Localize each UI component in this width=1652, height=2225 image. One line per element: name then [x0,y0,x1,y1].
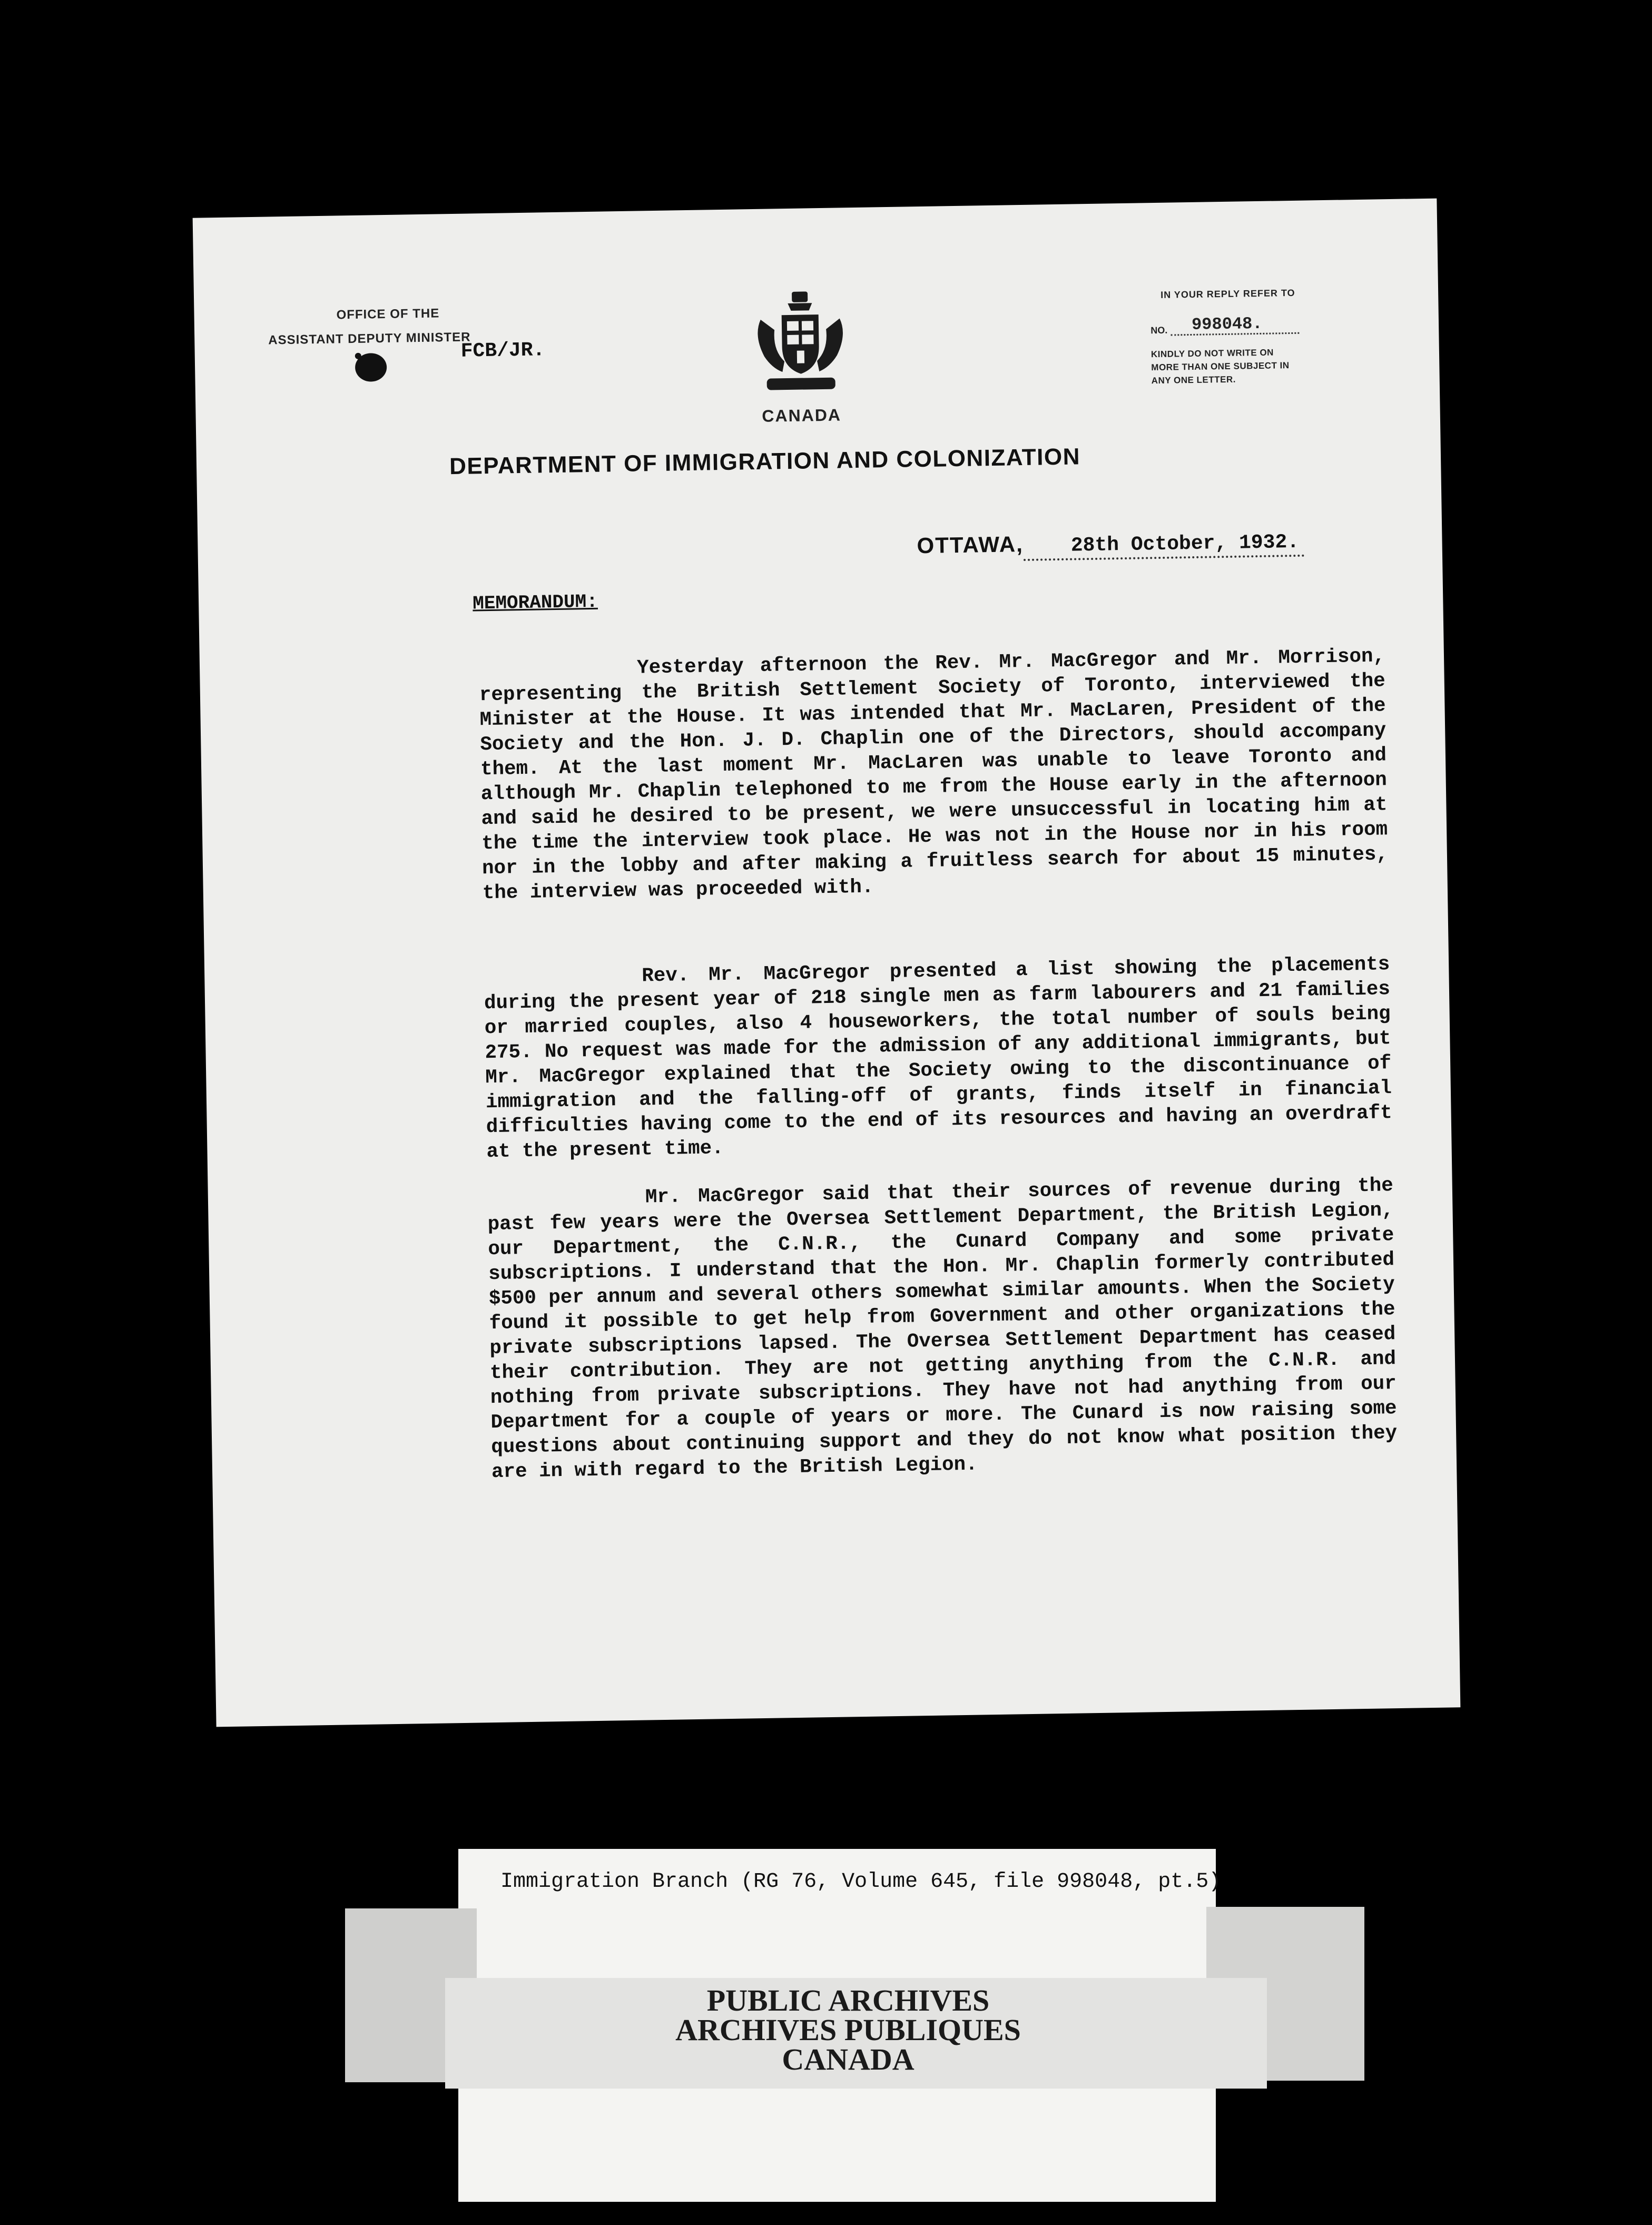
reference-initials: FCB/JR. [460,339,545,363]
dateline [917,527,1304,560]
paragraph-text: Mr. MacGregor said that their sources of revenue during the past few years were the Oversea Settlement Department, the British Legion, our Department, the C.N.R., the Cunard Company and some private subscriptions. I understand that the Hon. Mr. Chaplin formerly contributed $500 per annum and several others somewhat similar amounts. When the Society found it possible to get help from Government and other organizations the private subscriptions lapsed. The Oversea Settlement Department has ceased their contribution. They are not getting anything from the C.N.R. and nothing from private subscriptions. They have not had anything from our Department for a couple of years or more. The Cunard is now raising some questions about continuing support and they do not know what position they are in with regard to the British Legion. [487,1175,1398,1484]
stamp-line: PUBLIC ARCHIVES [706,1983,990,2017]
archive-stamp [632,1983,1064,2076]
ink-blot-icon [353,349,389,383]
stamp-line: ARCHIVES PUBLIQUES [675,2013,1021,2047]
country-label: CANADA [762,405,842,426]
archive-caption: Immigration Branch (RG 76, Volume 645, file 998048, pt.5) [500,1870,1222,1894]
reply-label: IN YOUR REPLY REFER TO [1161,287,1295,300]
paragraph-text: Rev. Mr. MacGregor presented a list showing the placements during the present year of 218 single men as farm labourers and 21 families or married couples, also 4 houseworkers, the total number of souls being 275. No request was made for the admission of any additional immigrants, but Mr. MacGregor explained that the Society owing to the discontinuance of immigration and the falling-off of grants, finds itself in financial difficulties having come to the end of its resources and having an overdraft at the present time. [484,953,1392,1164]
stamp-line: CANADA [782,2042,914,2076]
ref-number: 998048. [1171,314,1300,336]
ref-no-label: NO. [1150,324,1168,336]
instruction-line: ANY ONE LETTER. [1151,374,1236,386]
instruction-line: KINDLY DO NOT WRITE ON [1150,347,1274,360]
memo-paragraph-2 [484,952,1393,1165]
instruction-text [1151,344,1357,387]
reference-number-line [1150,313,1356,336]
paragraph-text: Yesterday afternoon the Rev. Mr. MacGregor and Mr. Morrison, representing the British Settlement Society of Toronto, interviewed the Minister at the House. It was intended that Mr. MacLaren, President of the Society and the Hon. J. D. Chaplin one of the Directors, should accompany them. At the last moment Mr. MacLaren was unable to leave Toronto and although Mr. Chaplin telephoned to me from the House early in the afternoon and said he desired to be present, we were unsuccessful in locating him at the time the interview took place. He was not in the House nor in his room nor in the lobby and after making a fruitless search for about 15 minutes, the interview was proceeded with. [479,645,1389,905]
office-line-2: ASSISTANT DEPUTY MINISTER [268,330,471,348]
memo-paragraph-1 [479,644,1389,906]
reply-reference-block [1150,287,1357,387]
memo-paragraph-3 [487,1174,1398,1485]
department-title: DEPARTMENT OF IMMIGRATION AND COLONIZATION [449,444,1081,480]
coat-of-arms-icon [750,287,851,399]
memo-page [193,199,1461,1727]
memo-date: 28th October, 1932. [1024,531,1305,561]
memo-heading: MEMORANDUM: [472,590,598,615]
office-line-1: OFFICE OF THE [336,306,440,322]
city: OTTAWA, [917,531,1024,558]
instruction-line: MORE THAN ONE SUBJECT IN [1151,360,1290,373]
